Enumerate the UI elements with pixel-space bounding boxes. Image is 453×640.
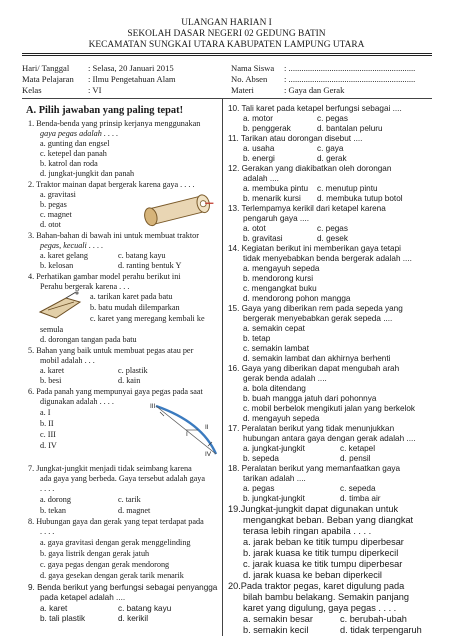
q15-option-d: d. semakin lambat dan akhirnya berhenti xyxy=(243,354,391,363)
q19-option-b: b. jarak kuasa ke titik tumpu diperkecil xyxy=(243,548,399,558)
question-3-text-cont: pegas, kecuali . . . . xyxy=(40,241,104,250)
q15-option-a: a. semakin cepat xyxy=(243,324,305,333)
q10-option-b: b. penggerak xyxy=(243,124,291,133)
q20-option-a: a. semakin besar xyxy=(243,614,313,624)
question-20-text-end: karet yang digulung, gaya pegas . . . . xyxy=(243,603,397,613)
q20-option-c: c. berubah-ubah xyxy=(340,614,407,624)
q13-option-d: d. gesek xyxy=(317,234,348,243)
question-6-text-cont: digunakan adalah . . . . xyxy=(40,397,114,406)
topic-label: Materi xyxy=(231,85,254,95)
question-15-text-cont: bergerak menyebabkan gerak sepeda .... xyxy=(243,314,393,323)
q14-option-b: b. mendorong kursi xyxy=(243,274,314,283)
q2-option-b: b. pegas xyxy=(40,200,67,209)
subject-label: Mata Pelajaran xyxy=(22,74,74,84)
q11-option-d: d. gerak xyxy=(317,154,347,163)
content-top-border xyxy=(22,98,432,99)
question-7-text-cont: ada gaya yang berbeda. Gaya tersebut adalah gaya xyxy=(40,474,206,483)
absence-number-label: No. Absen xyxy=(231,74,268,84)
question-1-text-cont: gaya pegas adalah . . . . xyxy=(40,129,119,138)
q6-option-d: d. IV xyxy=(40,441,57,450)
q2-option-d: d. otot xyxy=(40,220,61,229)
question-14-text: 14. Kegiatan berikut ini memberikan gaya tetapi xyxy=(228,244,401,253)
q13-option-c: c. pegas xyxy=(317,224,348,233)
question-16-text-cont: gerak benda adalah .... xyxy=(243,374,327,383)
q13-option-b: b. gravitasi xyxy=(243,234,283,243)
question-10-text: 10. Tali karet pada ketapel berfungsi sebagai .... xyxy=(228,104,402,113)
class-label: Kelas xyxy=(22,85,42,95)
q20-option-b: b. semakin kecil xyxy=(243,625,309,635)
question-5-text: 5. Bahan yang baik untuk membuat pegas atau per xyxy=(28,346,194,355)
question-6-text: 6. Pada panah yang mempunyai gaya pegas pada saat xyxy=(28,387,203,396)
question-18-text: 18. Peralatan berikut yang memanfaatkan gaya xyxy=(228,464,401,473)
q10-option-c: c. pegas xyxy=(317,114,348,123)
question-12-text-cont: adalah .... xyxy=(243,174,279,183)
q12-option-b: b. menarik kursi xyxy=(243,194,301,203)
q5-option-a: a. karet xyxy=(40,366,65,375)
q5-option-c: c. plastik xyxy=(118,366,148,375)
q18-option-d: d. timba air xyxy=(340,494,381,503)
q11-option-a: a. usaha xyxy=(243,144,275,153)
q13-option-a: a. otot xyxy=(243,224,266,233)
question-4-text: 4. Perhatikan gambar model perahu berikut ini xyxy=(28,272,181,281)
q8-option-c: c. gaya pegas dengan gerak mendorong xyxy=(40,560,170,569)
question-18-text-cont: tarikan adalah .... xyxy=(243,474,306,483)
q11-option-b: b. energi xyxy=(243,154,275,163)
question-20-text-cont: bilah bambu belakang. Semakin panjang xyxy=(243,592,410,602)
q9-option-d: d. kerikil xyxy=(118,614,149,623)
bow-label-ii: II xyxy=(205,424,209,431)
question-3-text: 3. Bahan-bahan di bawah ini untuk membuat traktor xyxy=(28,231,199,240)
q2-option-c: c. magnet xyxy=(40,210,72,219)
question-17-text-cont: hubungan antara gaya dengan gerak adalah .... xyxy=(243,434,416,443)
question-7-text: 7. Jungkat-jungkit menjadi tidak seimbang karena xyxy=(28,464,192,473)
q8-option-b: b. gaya listrik dengan gerak jatuh xyxy=(40,549,150,558)
student-name-label: Nama Siswa xyxy=(231,63,275,73)
question-19-text-end: terasa lebih ringan apabila . . . . xyxy=(243,526,372,536)
question-9-text: 9. Benda berikut yang berfungsi sebagai penyangga xyxy=(28,583,218,592)
spring-tractor-illustration xyxy=(140,190,216,230)
q3-option-c: c. batang kayu xyxy=(118,251,166,260)
q8-option-a: a. gaya gravitasi dengan gerak menggelinding xyxy=(40,538,191,547)
q6-option-a: a. I xyxy=(40,408,51,417)
q18-option-a: a. pegas xyxy=(243,484,275,493)
exam-title: ULANGAN HARIAN I xyxy=(181,18,272,28)
q16-option-b: b. buah mangga jatuh dari pohonnya xyxy=(243,394,377,403)
q17-option-c: c. ketapel xyxy=(340,444,376,453)
school-location: KECAMATAN SUNGKAI UTARA KABUPATEN LAMPUNG UTARA xyxy=(88,40,365,50)
q1-option-a: a. gunting dan engsel xyxy=(40,139,110,148)
q17-option-b: b. sepeda xyxy=(243,454,279,463)
q6-option-c: c. III xyxy=(40,430,56,439)
question-8-text: 8. Hubungan gaya dan gerak yang tepat terdapat pada xyxy=(28,517,204,526)
q4-option-b: b. batu mudah dilemparkan xyxy=(90,303,180,312)
q1-option-b: c. ketepel dan panah xyxy=(40,149,107,158)
q11-option-c: c. gaya xyxy=(317,144,344,153)
question-1-text: 1. Benda-benda yang prinsip kerjanya menggunakan xyxy=(28,119,201,128)
question-7-text-end: . . . . xyxy=(40,484,55,493)
bow-label-iii: III xyxy=(150,403,156,410)
q2-option-a: a. gravitasi xyxy=(40,190,76,199)
q4-option-d: d. dorongan tangan pada batu xyxy=(40,335,137,344)
question-20-text: 20.Pada traktor pegas, karet digulung pada xyxy=(228,581,405,591)
q15-option-b: b. tetap xyxy=(243,334,271,343)
q18-option-b: b. jungkat-jungkit xyxy=(243,494,305,503)
q7-option-a: a. dorong xyxy=(40,495,71,504)
question-8-text-cont: . . . . xyxy=(40,527,55,536)
student-name-field: : ........................................................... xyxy=(284,63,416,73)
question-15-text: 15. Gaya yang diberikan rem pada sepeda yang xyxy=(228,304,403,313)
question-11-text: 11. Tarikan atau dorongan disebut .... xyxy=(228,134,363,143)
topic-value: : Gaya dan Gerak xyxy=(284,85,345,95)
bow-label-i: I xyxy=(186,431,188,438)
question-12-text: 12. Gerakan yang diakibatkan oleh dorongan xyxy=(228,164,392,173)
q3-option-d: d. ranting bentuk Y xyxy=(118,261,182,270)
question-17-text: 17. Peralatan berikut yang tidak menunjukkan xyxy=(228,424,395,433)
q7-option-d: d. magnet xyxy=(118,506,151,515)
absence-number-field: : ........................................................... xyxy=(284,74,416,84)
subject-value: : Ilmu Pengetahuan Alam xyxy=(88,74,176,84)
q1-option-d: d. jungkat-jungkit dan panah xyxy=(40,169,135,178)
q8-option-d: d. gaya gesekan dengan gerak tarik menarik xyxy=(40,571,184,580)
school-name: SEKOLAH DASAR NEGERI 02 GEDUNG BATIN xyxy=(127,29,326,39)
question-2-text: 2. Traktor mainan dapat bergerak karena gaya . . . . xyxy=(28,180,195,189)
q12-option-c: c. menutup pintu xyxy=(317,184,378,193)
q12-option-a: a. membuka pintu xyxy=(243,184,309,193)
q16-option-d: d. mengayuh sepeda xyxy=(243,414,320,423)
section-title: A. Pilih jawaban yang paling tepat! xyxy=(26,105,184,116)
column-divider xyxy=(222,98,223,636)
q10-option-a: a. motor xyxy=(243,114,274,123)
q16-option-c: c. mobil berbelok mengikuti jalan yang berkelok xyxy=(243,404,416,413)
question-9-text-cont: pada ketapel adalah .... xyxy=(40,593,126,602)
q16-option-a: a. bola ditendang xyxy=(243,384,306,393)
day-date-value: : Selasa, 20 Januari 2015 xyxy=(88,63,174,73)
q4-option-c-cont: semula xyxy=(40,325,64,334)
q7-option-b: b. tekan xyxy=(40,506,66,515)
question-4-text-cont: Perahu bergerak karena . . . xyxy=(40,282,130,291)
q18-option-c: c. sepeda xyxy=(340,484,376,493)
q19-option-c: c. jarak kuasa ke titik tumpu diperbesar xyxy=(243,559,403,569)
q14-option-d: d. mendorong pohon mangga xyxy=(243,294,351,303)
question-19-text-cont: mengangkat beban. Beban yang diangkat xyxy=(243,515,414,525)
bow-illustration xyxy=(150,402,222,458)
q5-option-d: d. kain xyxy=(118,376,141,385)
q15-option-c: c. semakin lambat xyxy=(243,344,309,353)
question-14-text-cont: tidak menyebabkan benda bergerak adalah .... xyxy=(243,254,412,263)
day-date-label: Hari/ Tanggal xyxy=(22,63,70,73)
q19-option-a: a. jarak beban ke titik tumpu diperbesar xyxy=(243,537,404,547)
q9-option-a: a. karet xyxy=(40,604,68,613)
q6-option-b: b. II xyxy=(40,419,54,428)
q14-option-c: c. mengangkat buku xyxy=(243,284,317,293)
question-16-text: 16. Gaya yang diberikan dapat mengubah arah xyxy=(228,364,400,373)
question-19-text: 19.Jungkat-jungkit dapat digunakan untuk xyxy=(228,504,399,514)
header-divider-bottom xyxy=(22,55,432,56)
q20-option-d: d. tidak terpengaruh xyxy=(340,625,422,635)
q12-option-d: d. membuka tutup botol xyxy=(317,194,403,203)
q19-option-d: d. jarak kuasa ke beban diperkecil xyxy=(243,570,382,580)
question-13-text-cont: pengaruh gaya .... xyxy=(243,214,310,223)
q9-option-c: c. batang kayu xyxy=(118,604,172,613)
q5-option-b: b. besi xyxy=(40,376,62,385)
q3-option-a: a. karet gelang xyxy=(40,251,88,260)
question-13-text: 13. Terlempamya kerikil dari ketapel karena xyxy=(228,204,386,213)
question-5-text-cont: mobil adalah . . . xyxy=(40,356,95,365)
q4-option-a: a. tarikan karet pada batu xyxy=(90,292,173,301)
q1-option-c: b. katrol dan roda xyxy=(40,159,98,168)
bow-label-iv: IV xyxy=(205,451,212,458)
q7-option-c: c. tarik xyxy=(118,495,141,504)
q17-option-a: a. jungkat-jungkit xyxy=(243,444,305,453)
q3-option-b: b. kelosan xyxy=(40,261,74,270)
q14-option-a: a. mengayuh sepeda xyxy=(243,264,320,273)
q4-option-c: c. karet yang meregang kembali ke xyxy=(90,314,205,323)
class-value: : VI xyxy=(88,85,102,95)
q17-option-d: d. pensil xyxy=(340,454,371,463)
header-divider-top xyxy=(22,53,432,54)
q9-option-b: b. tali plastik xyxy=(40,614,86,623)
boat-model-illustration xyxy=(36,290,86,324)
q10-option-d: d. bantalan peluru xyxy=(317,124,383,133)
